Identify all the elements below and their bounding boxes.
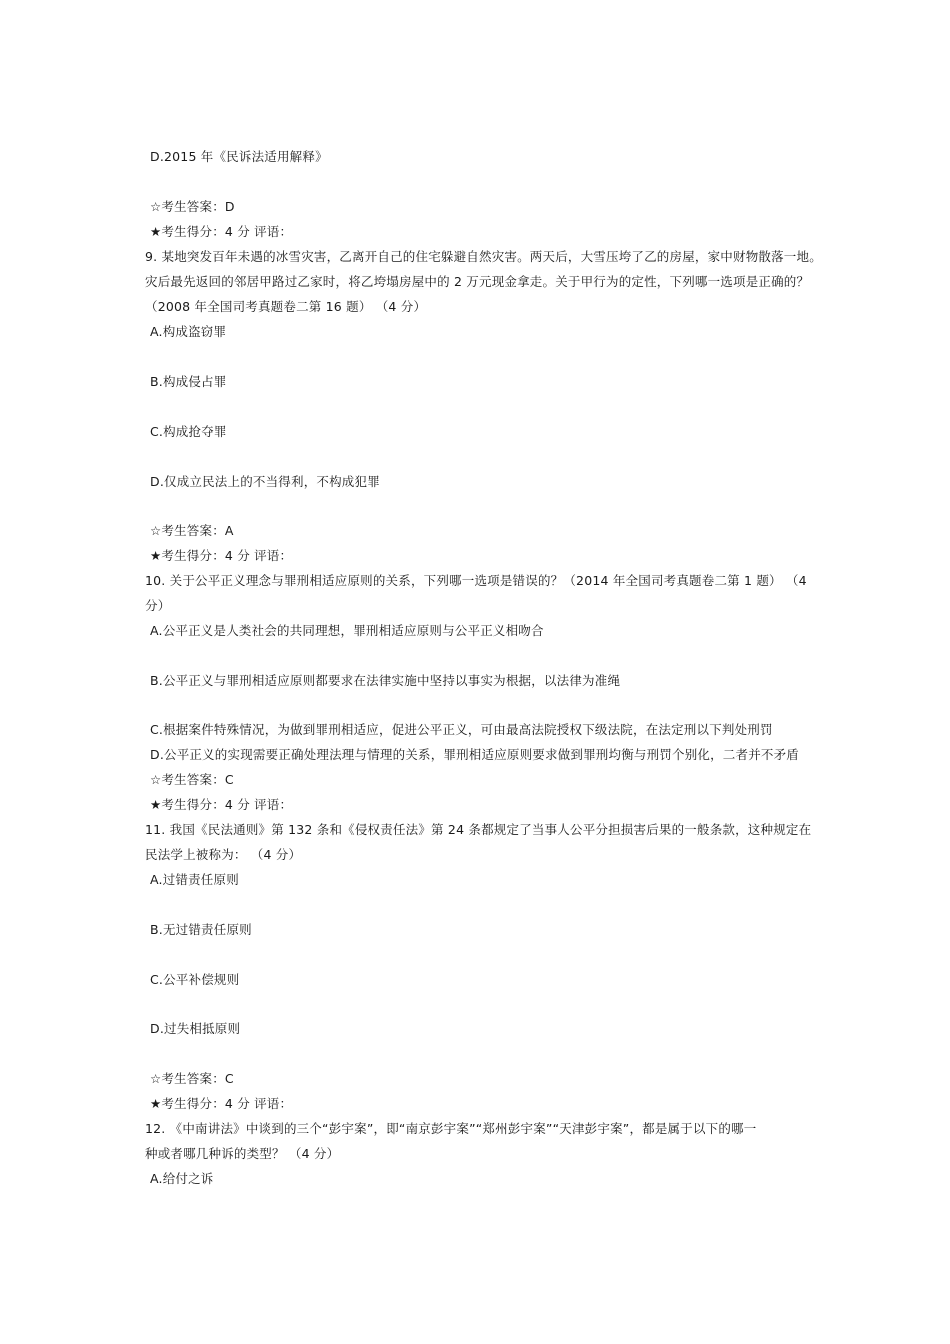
question-11-text-line2: 民法学上被称为： （4 分） [145, 847, 302, 862]
question-10-answer: ☆考生答案：C [150, 772, 234, 787]
question-11-answer: ☆考生答案：C [150, 1071, 234, 1086]
question-11-option-a: A.过错责任原则 [150, 872, 239, 887]
question-10-text-line2: 分） [145, 598, 171, 613]
question-12-text-line2: 种或者哪几种诉的类型？ （4 分） [145, 1146, 340, 1161]
question-9-option-a: A.构成盗窃罪 [150, 324, 227, 339]
question-9-text-line2: 灾后最先返回的邻居甲路过乙家时，将乙垮塌房屋中的 2 万元现金拿走。关于甲行为的定性，下列哪一选项是正确的？ [145, 274, 810, 289]
question-9-option-b: B.构成侵占罪 [150, 374, 227, 389]
question-11-text: 11. 我国《民法通则》第 132 条和《侵权责任法》第 24 条都规定了当事人公平分担损害后果的一般条款，这种规定在 [145, 822, 812, 837]
question-12-text: 12. 《中南讲法》中谈到的三个“彭宇案”，即“南京彭宇案”“郑州彭宇案”“天津彭宇案”，都是属于以下的哪一 [145, 1121, 757, 1136]
question-9-score: ★考生得分：4 分 评语： [150, 548, 293, 563]
question-10-option-d: D.公平正义的实现需要正确处理法理与情理的关系，罪刑相适应原则要求做到罪刑均衡与刑罚个别化，二者并不矛盾 [150, 747, 800, 762]
question-10-text: 10. 关于公平正义理念与罪刑相适应原则的关系，下列哪一选项是错误的？（2014 年全国司考真题卷二第 1 题） （4 [145, 573, 807, 588]
question-11-option-b: B.无过错责任原则 [150, 922, 252, 937]
question-11-option-c: C.公平补偿规则 [150, 972, 240, 987]
question-11-score: ★考生得分：4 分 评语： [150, 1096, 293, 1111]
question-9-text-line3: （2008 年全国司考真题卷二第 16 题） （4 分） [145, 299, 427, 314]
question-9-text: 9. 某地突发百年未遇的冰雪灾害，乙离开自己的住宅躲避自然灾害。两天后，大雪压垮了乙的房屋，家中财物散落一地。 [145, 249, 822, 264]
question-10-score: ★考生得分：4 分 评语： [150, 797, 293, 812]
question-9-answer: ☆考生答案：A [150, 523, 234, 538]
option-d: D.2015 年《民诉法适用解释》 [150, 149, 328, 164]
question-9-option-c: C.构成抢夺罪 [150, 424, 227, 439]
question-10-option-a: A.公平正义是人类社会的共同理想，罪刑相适应原则与公平正义相吻合 [150, 623, 544, 638]
student-score: ★考生得分：4 分 评语： [150, 224, 293, 239]
question-12-option-a: A.给付之诉 [150, 1171, 214, 1186]
question-10-option-b: B.公平正义与罪刑相适应原则都要求在法律实施中坚持以事实为根据，以法律为准绳 [150, 673, 621, 688]
question-10-option-c: C.根据案件特殊情况，为做到罪刑相适应，促进公平正义，可由最高法院授权下级法院，在法定刑以下判处刑罚 [150, 722, 773, 737]
question-9-option-d: D.仅成立民法上的不当得利，不构成犯罪 [150, 474, 380, 489]
question-11-option-d: D.过失相抵原则 [150, 1021, 241, 1036]
student-answer: ☆考生答案：D [150, 199, 235, 214]
